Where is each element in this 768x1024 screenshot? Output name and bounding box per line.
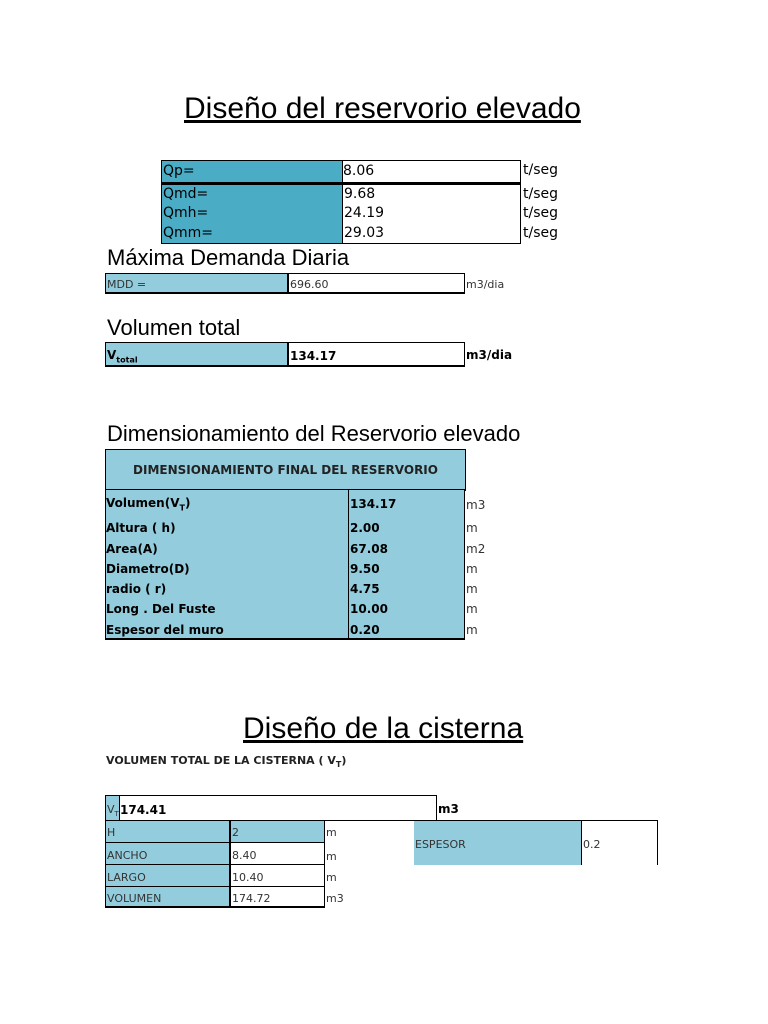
dimensionamiento-heading: Dimensionamiento del Reservorio elevado [107,421,521,446]
mdd-unit: m3/dia [466,278,505,291]
qmh-label: Qmh= [163,205,209,221]
cisterna-volumen-value: 174.72 [229,886,325,908]
radio-label: radio ( r) [106,582,167,596]
area-label: Area(A) [106,542,158,556]
espesor-muro-label: Espesor del muro [106,623,224,637]
cisterna-vt-unit: m3 [438,802,459,816]
fuste-value: 10.00 [350,602,388,616]
page-title-reservorio: Diseño del reservorio elevado [184,92,581,125]
qmd-value: 9.68 [344,186,376,202]
cisterna-subtitle-after: ) [341,754,347,767]
qmd-label: Qmd= [163,186,209,202]
cisterna-volumen-label: VOLUMEN [105,886,230,908]
vtotal-label-sub: total [116,355,138,365]
qmh-unit: t/seg [523,205,558,221]
qp-label: Qp= [161,160,343,183]
cisterna-largo-unit: m [326,871,337,884]
qp-unit: t/seg [523,162,558,178]
cisterna-h-unit: m [326,826,337,839]
cisterna-subtitle [106,754,346,769]
espesor-muro-unit: m [466,623,478,637]
cisterna-vt-value: 174.41 [119,795,437,821]
cisterna-ancho-label: ANCHO [105,842,230,865]
fuste-unit: m [466,602,478,616]
volumen-label-after: ) [184,496,191,510]
volumen-unit: m3 [466,498,486,512]
cisterna-subtitle-sub: T [335,760,342,770]
cisterna-subtitle-main: VOLUMEN TOTAL DE LA CISTERNA ( V [106,754,336,767]
diametro-value: 9.50 [350,562,380,576]
vtotal-label [105,342,288,367]
cisterna-ancho-unit: m [326,850,337,863]
volumen-label-sub: T [179,503,185,513]
altura-unit: m [466,521,478,535]
dimensionamiento-table-header: DIMENSIONAMIENTO FINAL DEL RESERVORIO [105,449,466,491]
cisterna-vt-label [105,795,120,821]
cisterna-h-value: 2 [229,820,325,843]
altura-value: 2.00 [350,521,380,535]
volumen-label: Volumen(V [106,496,180,510]
cisterna-ancho-value: 8.40 [229,842,325,865]
qmd-unit: t/seg [523,186,558,202]
mdd-label: MDD = [105,273,288,294]
vtotal-value: 134.17 [287,342,465,367]
mdd-heading: Máxima Demanda Diaria [107,245,350,270]
radio-value: 4.75 [350,582,380,596]
qmm-unit: t/seg [523,225,558,241]
mdd-value: 696.60 [287,273,465,294]
fuste-label: Long . Del Fuste [106,602,216,616]
cisterna-vt-label-sub: T [114,810,119,819]
cisterna-volumen-unit: m3 [326,892,344,905]
page-title-cisterna: Diseño de la cisterna [243,712,524,745]
cisterna-h-label: H [105,820,230,843]
qmm-label: Qmm= [163,225,214,241]
diametro-unit: m [466,562,478,576]
espesor-muro-value: 0.20 [350,623,380,637]
area-value: 67.08 [350,542,388,556]
altura-label: Altura ( h) [106,521,176,535]
diametro-label: Diametro(D) [106,562,190,576]
cisterna-largo-label: LARGO [105,864,230,887]
qp-value: 8.06 [342,160,521,183]
vtotal-label-main: V [107,348,117,362]
qmm-value: 29.03 [344,225,385,241]
cisterna-largo-value: 10.40 [229,864,325,887]
radio-unit: m [466,582,478,596]
vtotal-unit: m3/dia [466,348,513,362]
table-row-label [106,496,190,512]
qmh-value: 24.19 [344,205,385,221]
espesor-label: ESPESOR [414,820,582,865]
volumen-value: 134.17 [350,497,397,511]
area-unit: m2 [466,542,486,556]
volumen-heading: Volumen total [107,315,241,340]
cisterna-vt-label-main: V [107,803,115,816]
espesor-value: 0.2 [581,820,658,865]
